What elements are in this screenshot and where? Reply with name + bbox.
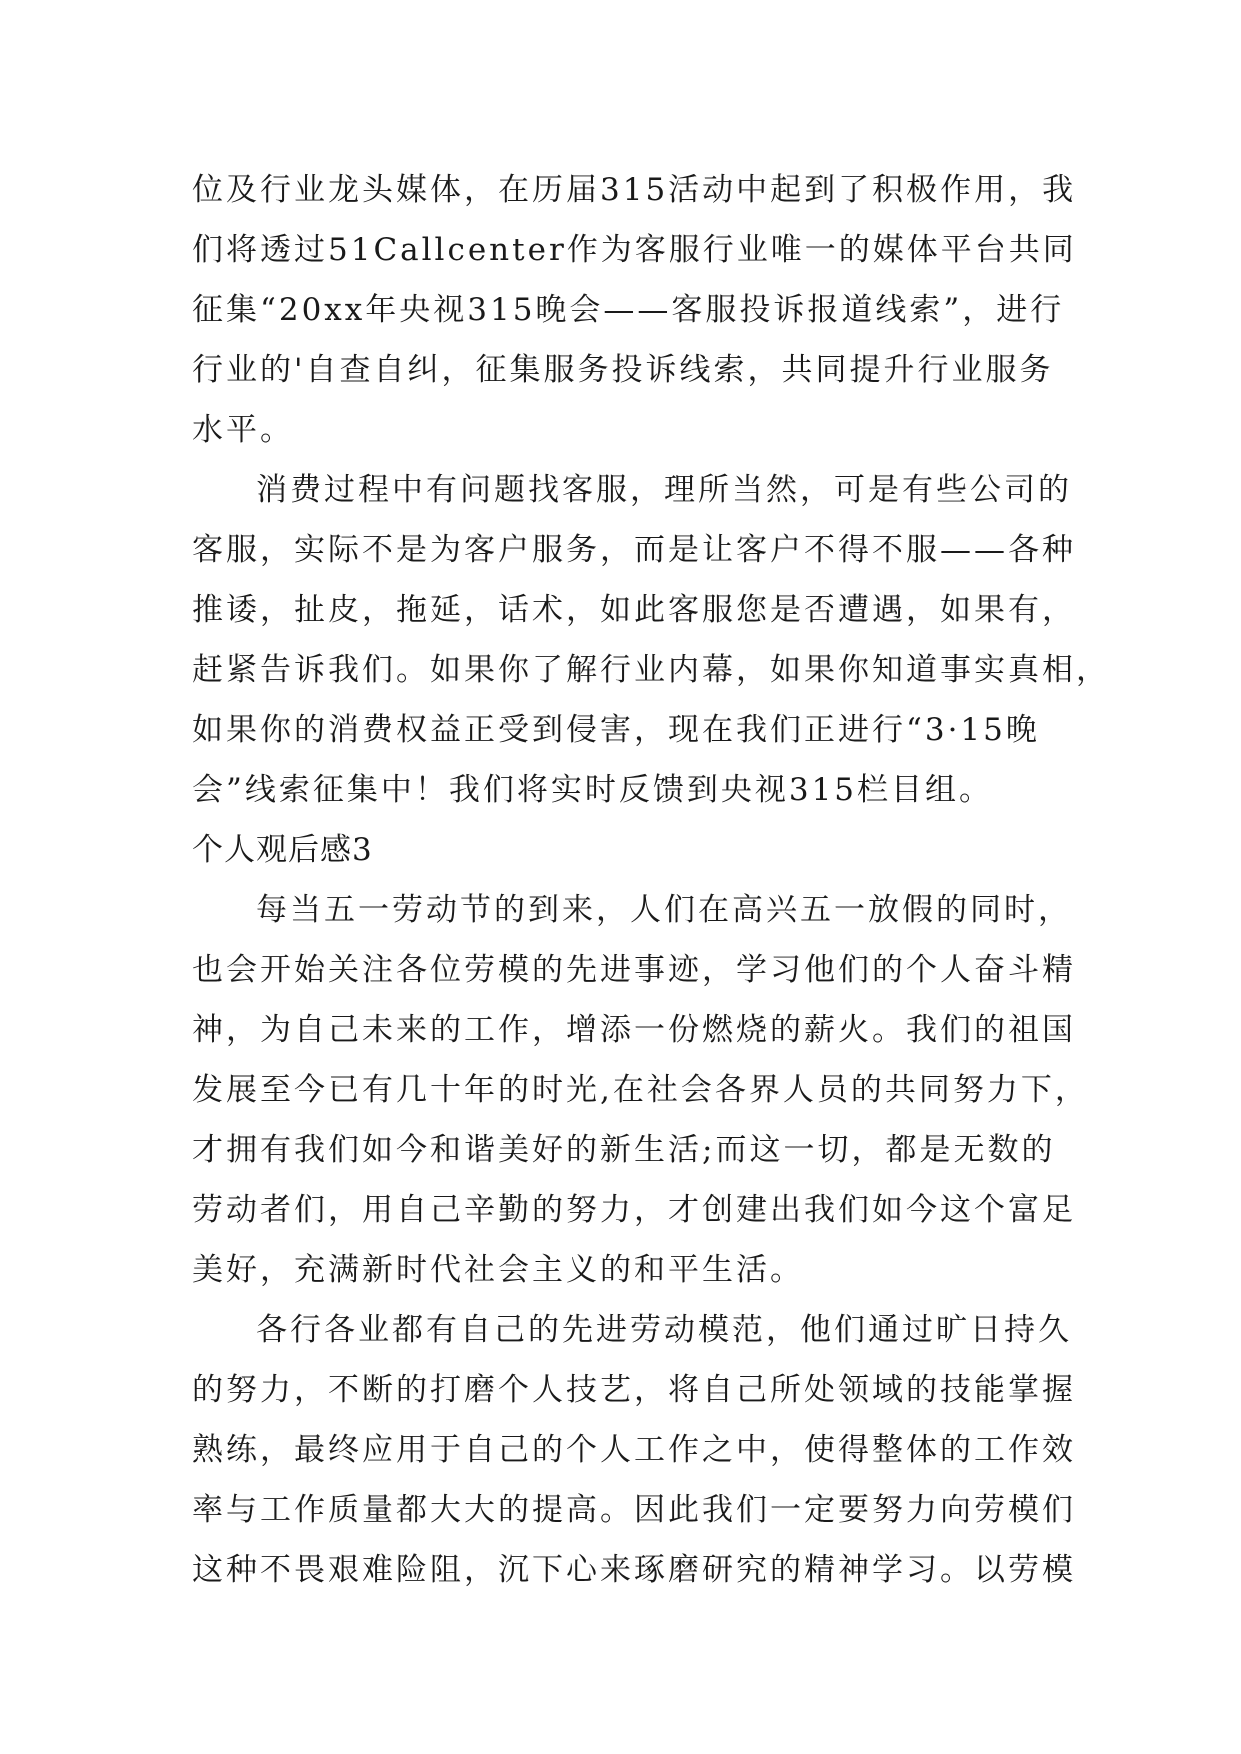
text-line: 水平。 xyxy=(192,412,294,448)
paragraph-3 xyxy=(192,880,1089,1300)
text-line: 各行各业都有自己的先进劳动模范，他们通过旷日持久 xyxy=(256,1312,1072,1348)
text-line: 神，为自己未来的工作，增添一份燃烧的薪火。我们的祖国 xyxy=(192,1012,1076,1048)
text-line: 推诿，扯皮，拖延，话术，如此客服您是否遭遇，如果有， xyxy=(192,592,1076,628)
text-line: 这种不畏艰难险阻，沉下心来琢磨研究的精神学习。以劳模 xyxy=(192,1552,1076,1588)
paragraph-4 xyxy=(192,1300,1076,1600)
section-heading: 个人观后感3 xyxy=(192,832,373,868)
text-line: 位及行业龙头媒体，在历届315活动中起到了积极作用，我 xyxy=(192,172,1077,208)
text-line: 们将透过51Callcenter作为客服行业唯一的媒体平台共同 xyxy=(192,232,1077,268)
text-line: 的努力，不断的打磨个人技艺，将自己所处领域的技能掌握 xyxy=(192,1372,1076,1408)
text-line: 美好，充满新时代社会主义的和平生活。 xyxy=(192,1252,804,1288)
text-line: 每当五一劳动节的到来，人们在高兴五一放假的同时， xyxy=(256,892,1072,928)
text-line: 行业的'自查自纠，征集服务投诉线索，共同提升行业服务 xyxy=(192,352,1054,388)
paragraph-2 xyxy=(192,460,1110,820)
text-line: 征集“20xx年央视315晚会——客服投诉报道线索”，进行 xyxy=(192,292,1065,328)
text-line: 客服，实际不是为客户服务，而是让客户不得不服——各种 xyxy=(192,532,1076,568)
text-line: 消费过程中有问题找客服，理所当然，可是有些公司的 xyxy=(256,472,1072,508)
text-line: 才拥有我们如今和谐美好的新生活;而这一切，都是无数的 xyxy=(192,1132,1056,1168)
text-line: 会”线索征集中！我们将实时反馈到央视315栏目组。 xyxy=(192,772,994,808)
text-line: 如果你的消费权益正受到侵害，现在我们正进行“3·15晚 xyxy=(192,712,1040,748)
text-line: 赶紧告诉我们。如果你了解行业内幕，如果你知道事实真相， xyxy=(192,652,1110,688)
text-line: 也会开始关注各位劳模的先进事迹，学习他们的个人奋斗精 xyxy=(192,952,1076,988)
document-body xyxy=(192,160,1110,1600)
paragraph-1 xyxy=(192,160,1077,460)
text-line: 率与工作质量都大大的提高。因此我们一定要努力向劳模们 xyxy=(192,1492,1076,1528)
text-line: 劳动者们，用自己辛勤的努力，才创建出我们如今这个富足 xyxy=(192,1192,1076,1228)
text-line: 熟练，最终应用于自己的个人工作之中，使得整体的工作效 xyxy=(192,1432,1076,1468)
text-line: 发展至今已有几十年的时光,在社会各界人员的共同努力下， xyxy=(192,1072,1089,1108)
